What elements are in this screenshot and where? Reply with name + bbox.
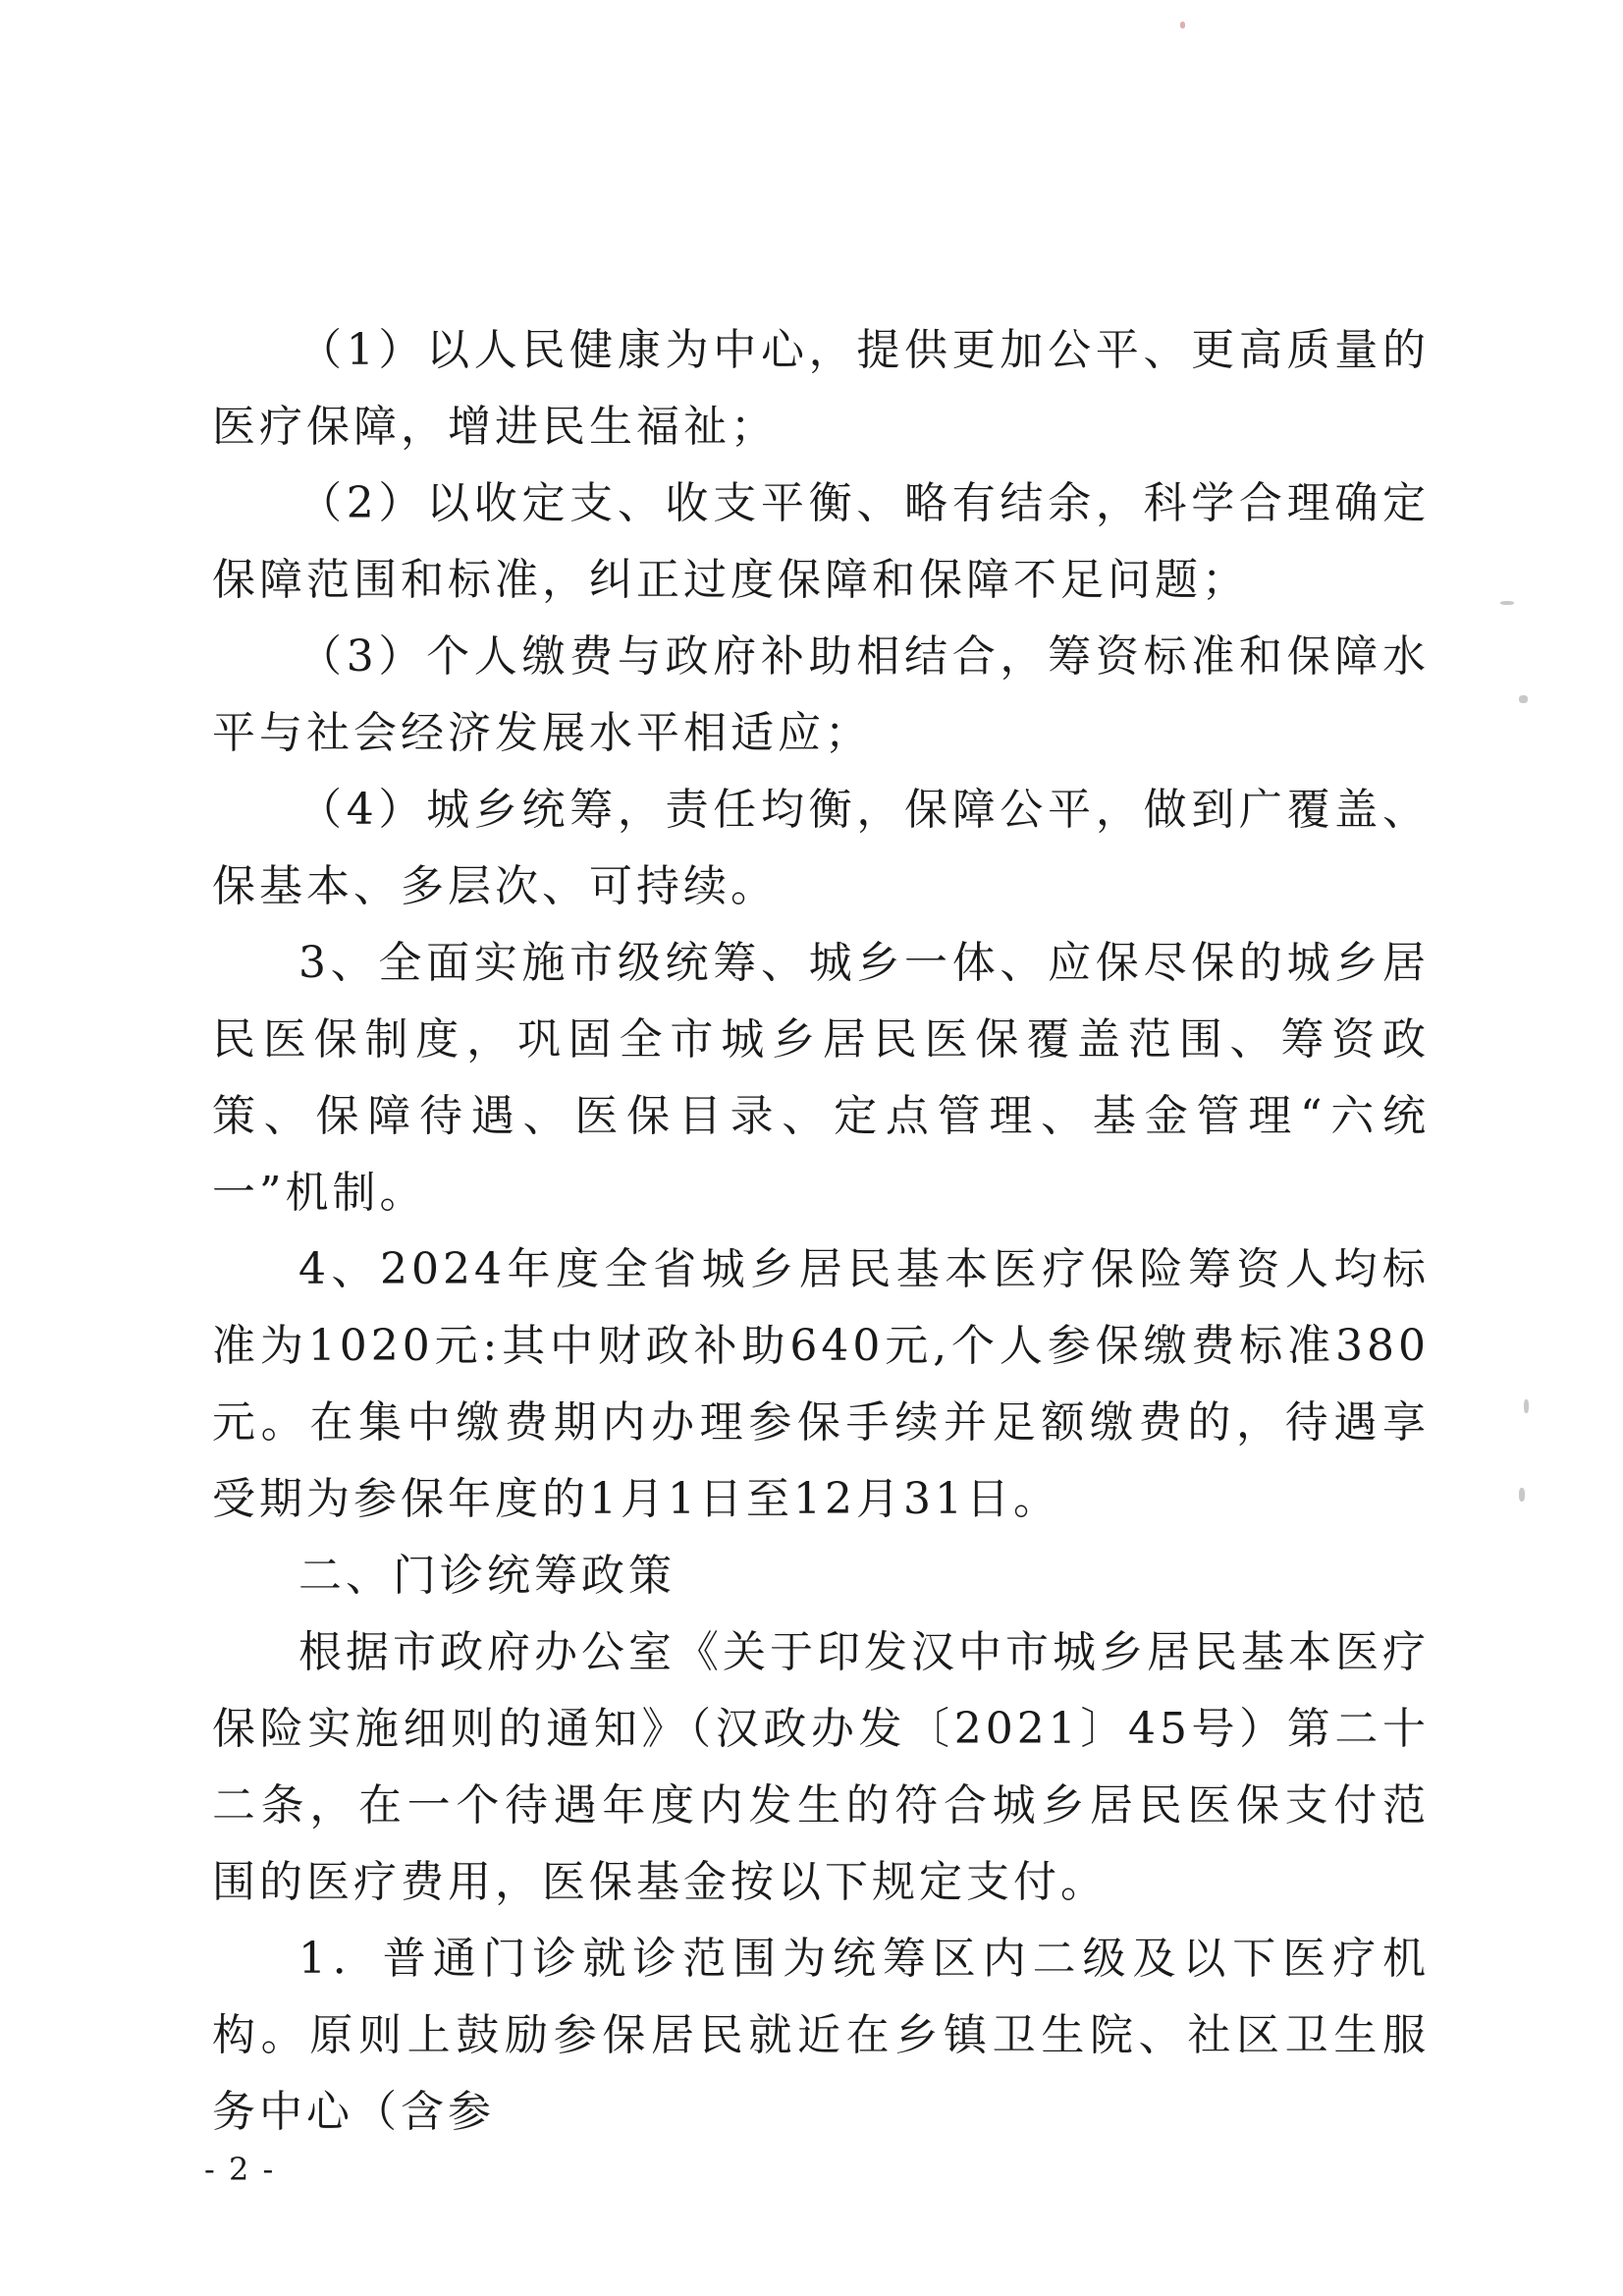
- scan-speck: [1519, 695, 1528, 703]
- paragraph-item-3: 3、全面实施市级统筹、城乡一体、应保尽保的城乡居民医保制度，巩固全市城乡居民医保覆盖范围、筹资政策、保障待遇、医保目录、定点管理、基金管理“六统一”机制。: [212, 938, 1430, 1218]
- paragraph-item-4: 4、2024年度全省城乡居民基本医疗保险筹资人均标准为1020元:其中财政补助640元,个人参保缴费标准380元。在集中缴费期内办理参保手续并足额缴费的，待遇享受期为参保年度的1月1日至12月31日。: [212, 1244, 1430, 1524]
- page-number: - 2 -: [204, 2151, 276, 2188]
- paragraph-principle-2: （2）以收定支、收支平衡、略有结余，科学合理确定保障范围和标准，纠正过度保障和保障不足问题；: [212, 478, 1430, 605]
- paragraph-outpatient-1: 1．普通门诊就诊范围为统筹区内二级及以下医疗机构。原则上鼓励参保居民就近在乡镇卫生院、社区卫生服务中心（含参: [212, 1934, 1430, 2137]
- paragraph-basis: 根据市政府办公室《关于印发汉中市城乡居民基本医疗保险实施细则的通知》（汉政办发〔2021〕45号）第二十二条，在一个待遇年度内发生的符合城乡居民医保支付范围的医疗费用，医保基金按以下规定支付。: [212, 1627, 1430, 1907]
- section-heading-outpatient: 二、门诊统筹政策: [298, 1551, 676, 1601]
- scan-speck: [1500, 601, 1514, 605]
- paragraph-principle-3: （3）个人缴费与政府补助相结合，筹资标准和保障水平与社会经济发展水平相适应；: [212, 631, 1430, 758]
- paragraph-principle-4: （4）城乡统筹，责任均衡，保障公平，做到广覆盖、保基本、多层次、可持续。: [212, 785, 1430, 911]
- scan-speck: [1180, 22, 1185, 28]
- scan-speck: [1519, 1488, 1525, 1502]
- document-body: [212, 312, 1430, 2151]
- scan-speck: [1524, 1399, 1529, 1413]
- paragraph-principle-1: （1）以人民健康为中心，提供更加公平、更高质量的医疗保障，增进民生福祉；: [212, 325, 1430, 452]
